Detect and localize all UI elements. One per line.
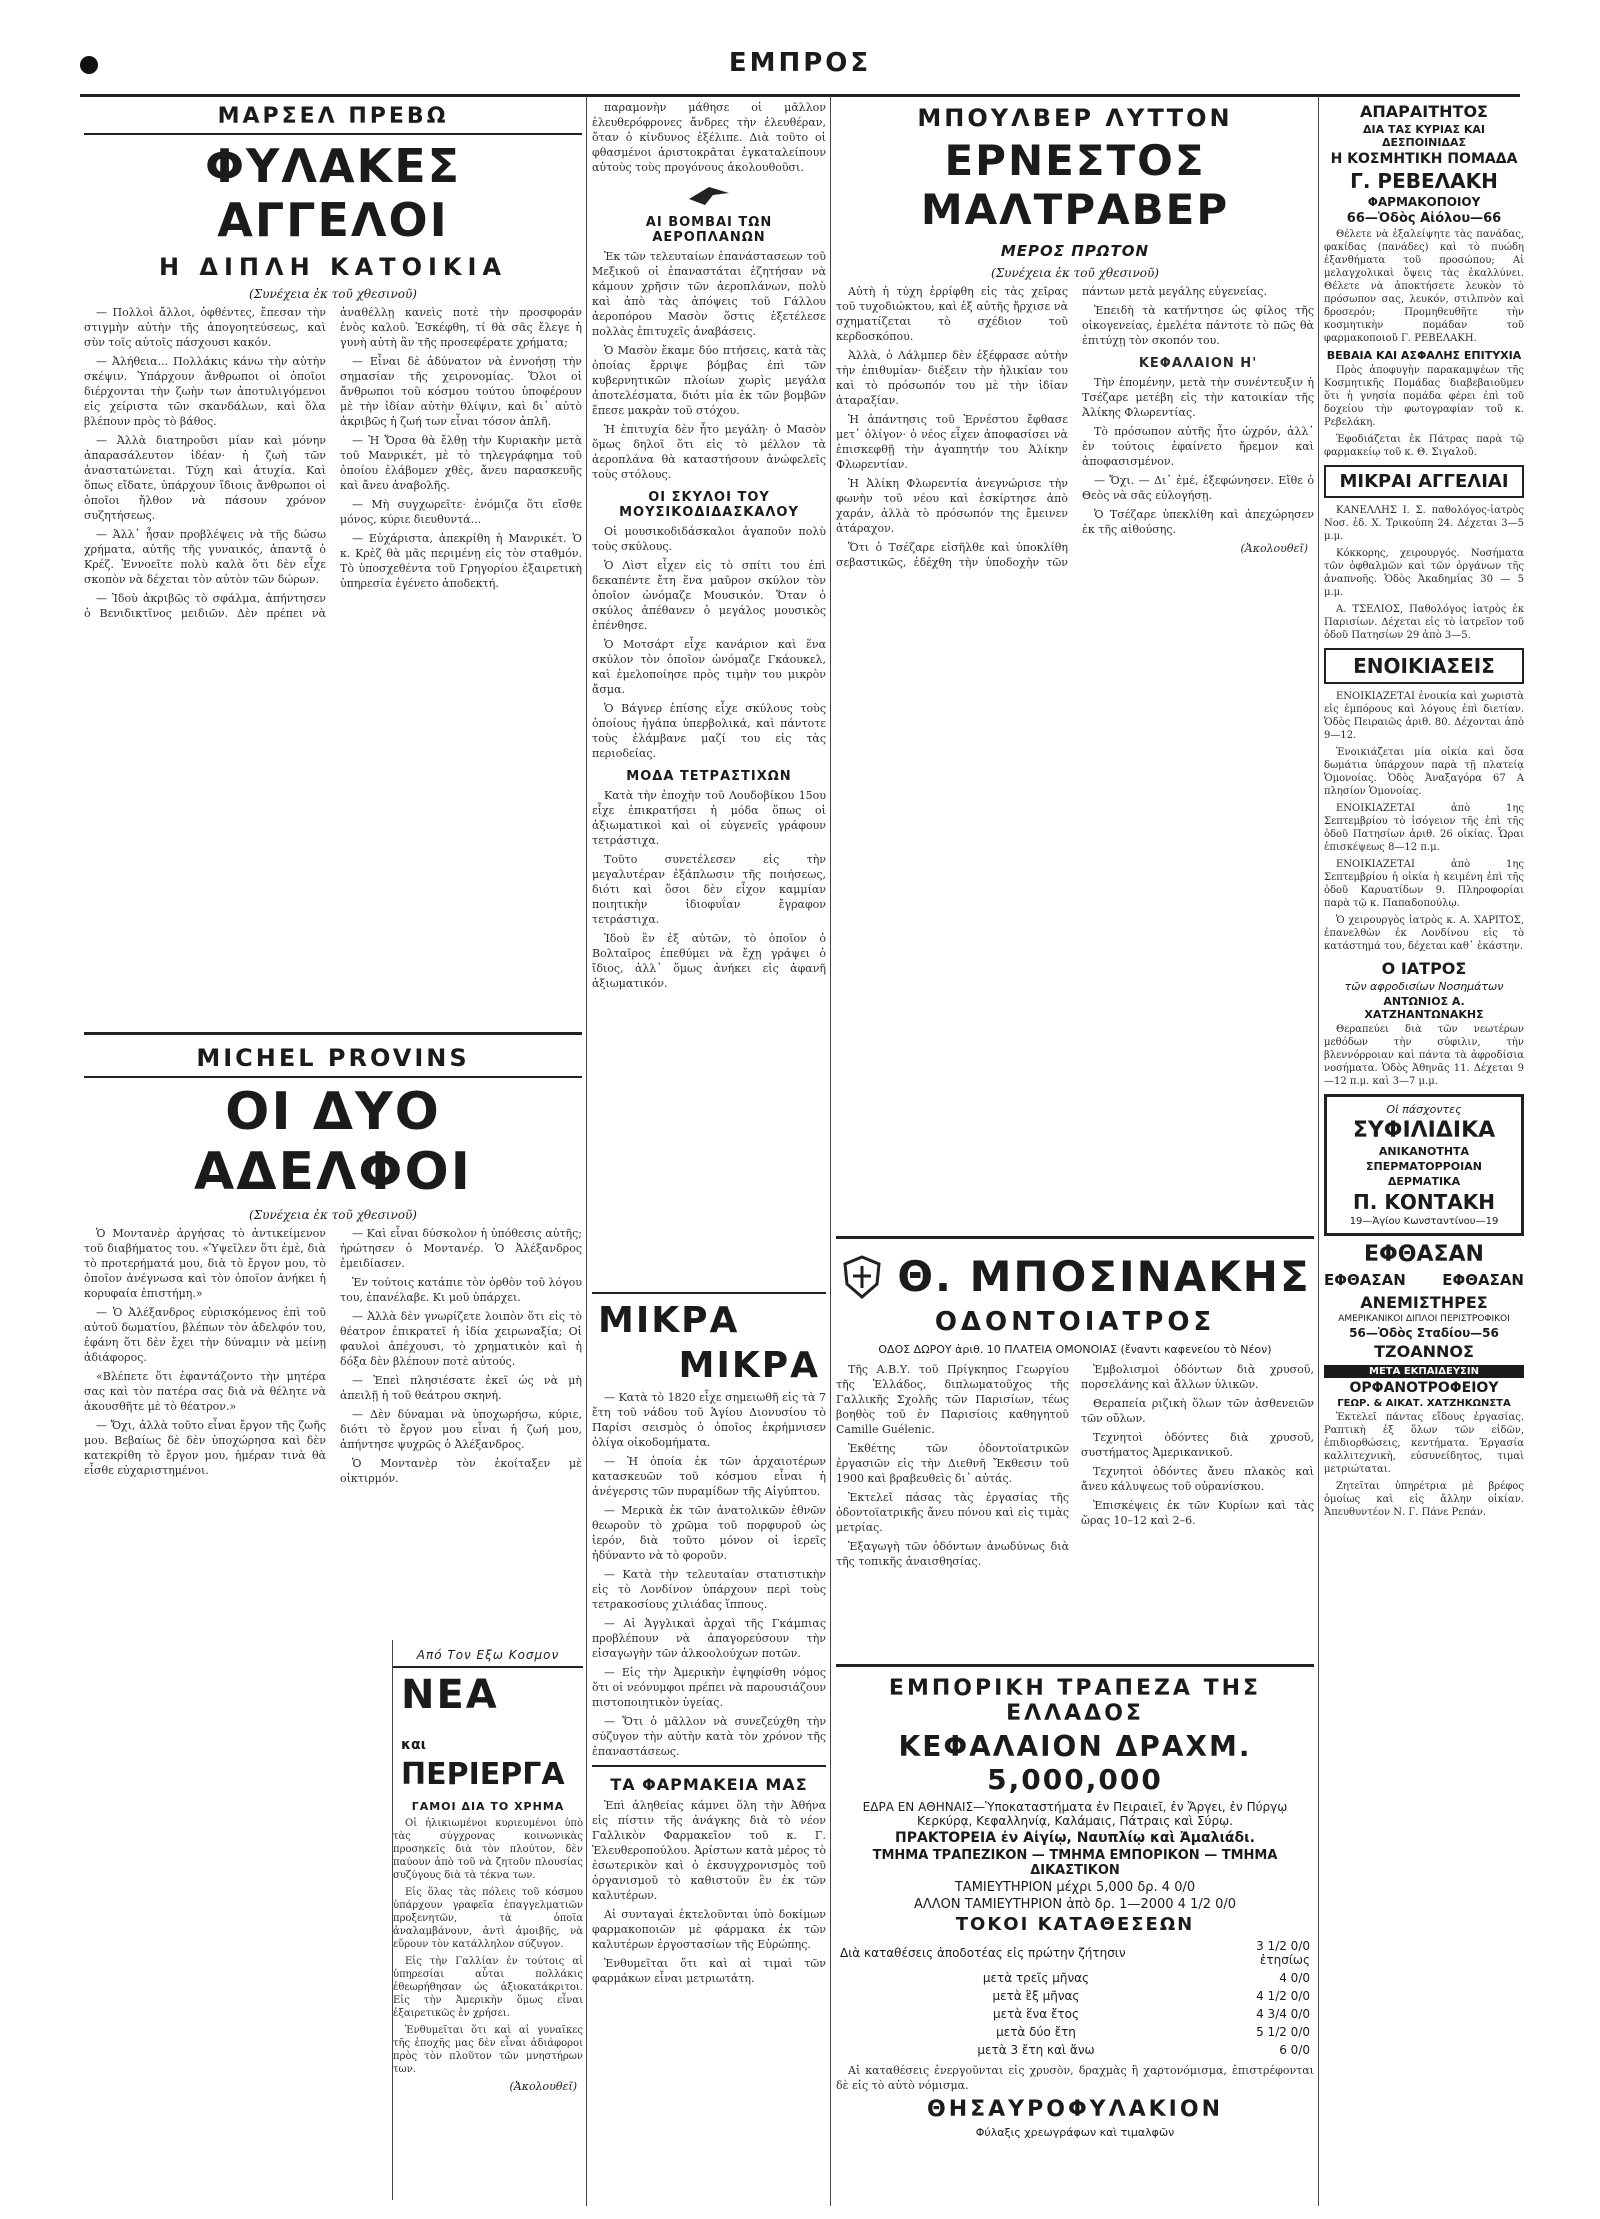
- bank-savings: ΤΑΜΙΕΥΤΗΡΙΟΝ μέχρι 5,000 δρ. 4 0/0: [954, 1880, 1196, 1895]
- paragraph: παραμονὴν μάθησε οἱ μᾶλλον ἐλευθερόφρονες ἄνδρες τὴν ἐλευθέραν, ὅταν ὁ κίνδυνος ἐξέλιπε. Διὰ τοῦτο οἱ φθασμένοι ἀριστοκρᾶται ἐγκαταλείπουν αὐτοὺς τοὺς προγόνους ἀκολουθοῦσι.: [592, 101, 826, 174]
- pomade-title-1: ΑΠΑΡΑΙΤΗΤΟΣ: [1360, 102, 1488, 121]
- doctor-name: ΑΝΤΩΝΙΟΣ Α. ΧΑΤΖΗΑΝΤΩΝΑΚΗΣ: [1364, 995, 1484, 1021]
- rent-header: [1324, 648, 1524, 684]
- list-item: ΕΝΟΙΚΙΑΖΕΤΑΙ ἀπὸ 1ης Σεπτεμβρίου ἡ οἰκία ἡ κειμένη ἐπὶ τῆς ὁδοῦ Καρυατίδων 9. Πληροφορίαι παρὰ τῷ κ. Παπαδοπούλῳ.: [1324, 859, 1524, 909]
- intro-text: [592, 100, 826, 175]
- orph-title: ΟΡΦΑΝΟΤΡΟΦΕΙΟΥ: [1349, 1380, 1499, 1396]
- rate-term: μετὰ ἕνα ἔτος: [992, 2007, 1080, 2021]
- dentist-columns: [836, 1362, 1314, 1573]
- paragraph: Τεχνητοὶ ὀδόντες ἄνευ πλακὸς καὶ ἄνευ κάλυψεως τοῦ οὐρανίσκου.: [1081, 1465, 1314, 1493]
- article-heading: ΑΙ ΒΟΜΒΑΙ ΤΩΝ ΑΕΡΟΠΛΑΝΩΝ: [645, 215, 773, 245]
- dentist-name: Θ. ΜΠΟΣΙΝΑΚΗΣ: [897, 1252, 1311, 1301]
- paragraph: — Ὄχι, ἀλλὰ τοῦτο εἶναι ἔργον τῆς ζωῆς μου. Βεβαίως δὲ δὲν ὑποχώρησα καὶ δὲν κατεκρίθη τὸ ἔργον μου, ἡμέραν τινὰ θὰ εἶσθε εὐχαριστημένοι.: [84, 1419, 326, 1477]
- paragraph: Ἐπειδὴ τὰ κατήντησε ὡς φίλος τῆς οἰκογενείας, ἐμελέτα πάντοτε τὸ πῶς θὰ ἐπιτύχῃ τὸν σκοπόν του.: [1082, 304, 1314, 347]
- paragraph: Ὁ Βάγνερ ἐπίσης εἶχε σκύλους τοὺς ὁποίους ἠγάπα ὑπερβολικά, καὶ πάντοτε τοὺς ἐλάμβανε μαζί του εἰς τὰς περιοδείας.: [592, 702, 826, 760]
- paragraph: Εἰς τὴν Γαλλίαν ἐν τούτοις αἱ ὑπηρεσίαι αὗται πολλάκις ἐθεωρήθησαν ὡς ἀξιοκατάκριτοι. Εἰς τὴν Ἀμερικὴν ὅμως εἶναι ἐξαιρετικῶς ἐν χρήσει.: [393, 1956, 583, 2019]
- section-rule: [592, 1292, 826, 1294]
- paragraph: Ὁ Μοντανὲρ ἀργήσας τὸ ἀντικείμενον τοῦ διαβήματος του. «Ὑψεῖλεν ὅτι ἐμὲ, διὰ τὸ προτερήματά μου, διὰ τὸ ἔργον μου, τὸ ὁποῖον ἀνέγνωσα καὶ τὸν ὁποῖον ἀνήκει ἡ κορυφαία ἐπιστήμη.»: [84, 1227, 326, 1300]
- list-item: ΕΝΟΙΚΙΑΖΕΤΑΙ ἐνοικία καὶ χωριστὰ εἰς ἐμπόρους καὶ λόγους ἐπὶ διετίαν. Ὁδὸς Πειραιῶς ἀριθ. 80. Δέχονται ἀπὸ 9—12.: [1324, 691, 1524, 741]
- article-body: [592, 788, 826, 991]
- news-curious-block: [392, 1640, 583, 2200]
- title-join: και: [401, 1737, 427, 1753]
- fans-name: ΤΖΟΑΝΝΟΣ: [1374, 1342, 1474, 1361]
- article-body: [592, 249, 826, 482]
- paragraph: Ζητεῖται ὑπηρέτρια μὲ βρέφος ὁμοίως καὶ εἰς ἄλλην οἰκίαν. Ἀπευθυντέον Ν. Γ. Πάνε Ρεπάν.: [1324, 1481, 1524, 1518]
- paragraph: Ἐφοδιάζεται ἐκ Πάτρας παρὰ τῷ φαρμακείῳ τοῦ κ. Θ. Σιγαλοῦ.: [1324, 434, 1524, 458]
- fans-arrived-row: [1324, 1269, 1524, 1291]
- table-row: [836, 2041, 1314, 2059]
- column-rule: [586, 96, 587, 2206]
- bank-capital: ΚΕΦΑΛΑΙΟΝ ΔΡΑΧΜ. 5,000,000: [898, 1730, 1252, 1796]
- bank-agencies: ΠΡΑΚΤΟΡΕΙΑ ἐν Αἰγίῳ, Ναυπλίῳ καὶ Ἀμαλιάδι.: [895, 1830, 1255, 1846]
- bank-safe: ΘΗΣΑΥΡΟΦΥΛΑΚΙΟΝ: [927, 2097, 1223, 2122]
- doctor-text: [1324, 1023, 1524, 1088]
- paragraph: — Κατὰ τὴν τελευταίαν στατιστικὴν εἰς τὸ Λονδίνον ὑπάρχουν περὶ τοὺς τετρακοσίους χιλιάδας ἵππους.: [592, 1568, 826, 1611]
- list-item: Ὁ χειρουργὸς ἰατρὸς κ. Α. ΧΑΡΙΤΟΣ, ἐπανελθὼν ἐκ Λονδίνου εἰς τὸ κατάστημά του, δέχεται καθ᾽ ἑκάστην.: [1324, 915, 1524, 952]
- section-rule: [84, 1032, 582, 1035]
- table-row: [836, 1969, 1314, 1987]
- rule: [592, 1765, 826, 1767]
- rate-term: μετὰ δύο ἔτη: [996, 2025, 1076, 2039]
- paragraph: — Πολλοὶ ἄλλοι, ὀφθέντες, ἔπεσαν τὴν στιγμὴν αὐτὴν τῆς ἀπογοητεύσεως, καὶ σὺν τοῖς αὐτοῖς πάσχουσι κακόν.: [84, 306, 326, 349]
- paragraph: Ἐνθυμεῖται ὅτι καὶ αἱ γυναῖκες τῆς ἐποχῆς μας δὲν εἶναι ἀδιάφοροι πρὸς τὸν πλοῦτον τῶν μνηστήρων των.: [393, 2025, 583, 2075]
- pomade-guarantee: ΒΕΒΑΙΑ ΚΑΙ ΑΣΦΑΛΗΣ ΕΠΙΤΥΧΙΑ: [1326, 349, 1522, 362]
- table-row: [836, 2023, 1314, 2041]
- paragraph: — Ἐπεὶ πλησιέσατε ἐκεῖ ὡς νὰ μὴ ἀπειλῇ ἡ τοῦ θεάτρου σκηνή.: [340, 1374, 582, 1402]
- paragraph: Ἐκτελεῖ πάντας εἴδους ἐργασίας. Ραπτικὴ ἐξ ὅλων τῶν εἰδῶν, ἐπιδιορθώσεις, κεντήματα. Ἐργασία καλλιτεχνικὴ, εὐσυνείδητος, τιμαὶ μετριώταται.: [1324, 1412, 1524, 1475]
- doctor-title: Ο ΙΑΤΡΟΣ: [1381, 959, 1467, 978]
- paragraph: Κατὰ τὴν ἐποχὴν τοῦ Λουδοβίκου 15ου εἶχε ἐπικρατήσει ἡ μόδα ὅπως οἱ ἀξιωματικοὶ καὶ οἱ εὐγενεῖς γράφουν τετράστιχα.: [592, 789, 826, 847]
- paragraph: — Κατὰ τὸ 1820 εἶχε σημειωθῆ εἰς τὰ 7 ἔτη τοῦ νάδου τοῦ Ἁγίου Διονυσίου τὸ Παρίσι σεισμὸς ὁ ὁποῖος ἐκρήμνισεν ὀλίγα οἰκοδομήματα.: [592, 1391, 826, 1449]
- rent-title: ΕΝΟΙΚΙΑΣΕΙΣ: [1353, 654, 1495, 678]
- list-item: Κόκκορης, χειρουργός. Νοσήματα τῶν ὀφθαλμῶν καὶ τῶν ὀργάνων τῆς ἀναπνοῆς. Ὁδὸς Ἀκαδημίας 30 — 5 μ.μ.: [1324, 548, 1524, 598]
- masthead-rule: [80, 94, 1520, 97]
- deposit-rates-table: [836, 1937, 1314, 2059]
- dentist-address: ΟΔΟΣ ΔΩΡΟΥ ἀριθ. 10 ΠΛΑΤΕΙΑ ΟΜΟΝΟΙΑΣ (ἔναντι καφενείου τὸ Νέον): [878, 1343, 1272, 1356]
- orph-pre: ΜΕΤΑ ΕΚΠΑΙΔΕΥΣΙΝ: [1324, 1365, 1524, 1378]
- coat-of-arms-icon: [839, 1254, 885, 1300]
- paragraph: Ἐκθέτης τῶν ὀδοντοϊατρικῶν ἐργασιῶν εἰς τὴν Διεθνῆ Ἔκθεσιν τοῦ 1900 καὶ βραβευθεὶς δι᾽ αὐτάς.: [836, 1442, 1069, 1485]
- paragraph: Ἐξαγωγὴ τῶν ὀδόντων ἀνωδύνως διὰ τῆς τοπικῆς ἀναισθησίας.: [836, 1540, 1069, 1568]
- small-ads-list: [1324, 504, 1524, 642]
- small-ads-title: ΜΙΚΡΑΙ ΑΓΓΕΛΙΑΙ: [1339, 471, 1509, 492]
- paragraph: Οἱ μουσικοδιδάσκαλοι ἀγαποῦν πολὺ τοὺς σκύλους.: [592, 525, 826, 553]
- paragraph: — Ἀλλ᾽ ἦσαν προβλέψεις νὰ τῆς δώσω χρήματα, αὐτῆς τῆς γυναικός, ἀπαντᾷ ὁ Κρέζ. Ἐννοεῖτε πολὺ καλὰ ὅτι δὲν εἶχε σκοπὸν νὰ δέχεται τὸν αὐτὸν τῶν δώρων.: [84, 528, 326, 586]
- rate-value: 4 3/4 0/0: [1256, 2007, 1310, 2021]
- airplane-illustration: [592, 179, 826, 207]
- serial-title: ΟΙ ΔΥΟ ΑΔΕΛΦΟΙ: [193, 1082, 472, 1202]
- paragraph: — Ὄχι. — Δι᾽ ἐμέ, ἐξεφώνησεν. Εἴθε ὁ Θεὸς νὰ σᾶς εὐλογήσῃ.: [1082, 474, 1314, 502]
- continued-note: (Συνέχεια ἐκ τοῦ χθεσινοῦ): [249, 287, 417, 301]
- bank-departments: ΤΜΗΜΑ ΤΡΑΠΕΖΙΚΟΝ — ΤΜΗΜΑ ΕΜΠΟΡΙΚΟΝ — ΤΜΗΜΑ ΔΙΚΑΣΤΙΚΟΝ: [872, 1848, 1278, 1878]
- newspaper-title: ΕΜΠΡΟΣ: [728, 48, 872, 78]
- paragraph: Θεραπεύει διὰ τῶν νεωτέρων μεθόδων τὴν σύφιλιν, τὴν βλεννόρροιαν καὶ πάντα τὰ ἀφροδίσια νοσήματα. Ὁδὸς Ἀθηνᾶς 11. Δέχεται 9—12 π.μ. καὶ 3—7 μ.μ.: [1324, 1024, 1524, 1087]
- byline: (Ἀκολουθεῖ): [509, 2080, 577, 2093]
- rate-value: 4 0/0: [1279, 1971, 1310, 1985]
- bank-seat: ΕΔΡΑ ΕΝ ΑΘΗΝΑΙΣ—Ὑποκαταστήματα ἐν Πειραιεῖ, ἐν Ἄργει, ἐν Πύργῳ Κερκύρᾳ, Κεφαλληνίᾳ, Καλάμαις, Πάτραις καὶ Σύρῳ.: [862, 1800, 1288, 1828]
- airplane-icon: [687, 179, 731, 207]
- serial-author: ΜΑΡΣΕΛ ΠΡΕΒΩ: [217, 104, 449, 129]
- pomade-pharmacist: Γ. ΡΕΒΕΛΑΚΗ: [1350, 169, 1498, 193]
- misc-title-2: ΜΙΚΡΑ: [678, 1345, 820, 1386]
- paragraph: Αἱ καταθέσεις ἐνεργοῦνται εἰς χρυσὸν, δραχμὰς ἢ χαρτονόμισμα, ἐπιστρέφονται δὲ εἰς τὸ αὐτὸ νόμισμα.: [836, 2064, 1314, 2092]
- table-row: [836, 1937, 1314, 1969]
- rate-term: μετὰ ἓξ μῆνας: [992, 1989, 1080, 2003]
- serial-subtitle: Η ΔΙΠΛΗ ΚΑΤΟΙΚΙΑ: [158, 253, 508, 281]
- paragraph: Ἐμβολισμοὶ ὀδόντων διὰ χρυσοῦ, πορσελάνης καὶ ἄλλων ὑλικῶν.: [1081, 1363, 1314, 1391]
- dentist-profession: ΟΔΟΝΤΟΙΑΤΡΟΣ: [934, 1307, 1216, 1337]
- masthead: [0, 48, 1600, 92]
- paragraph: Τεχνητοὶ ὀδόντες διὰ χρυσοῦ, συστήματος Ἀμερικανικοῦ.: [1081, 1431, 1314, 1459]
- ads-column: [1324, 100, 1524, 2200]
- rate-value: 3 1/2 0/0 ἐτησίως: [1256, 1939, 1310, 1967]
- syph-address: 19—Ἁγίου Κωνσταντίνου—19: [1349, 1216, 1499, 1227]
- article-heading: ΟΙ ΣΚΥΛΟΙ ΤΟΥ ΜΟΥΣΙΚΟΔΙΔΑΣΚΑΛΟΥ: [619, 490, 799, 520]
- news-title: ΝΕΑ: [401, 1672, 499, 1718]
- article-heading: ΜΟΔΑ ΤΕΤΡΑΣΤΙΧΩΝ: [626, 769, 792, 784]
- bank-savings-2: ΑΛΛΟΝ ΤΑΜΙΕΥΤΗΡΙΟΝ ἀπὸ δρ. 1—2000 4 1/2 0/0: [913, 1897, 1237, 1912]
- orph-text: [1324, 1411, 1524, 1519]
- paragraph: Αὐτὴ ἡ τύχη ἐρρίφθη εἰς τὰς χεῖρας τοῦ τυχοδιώκτου, καὶ ἐξ αὐτῆς ἤρχισε νὰ σχηματίζεται τὸ σχέδιον τοῦ κερδοσκόπου.: [836, 285, 1068, 343]
- serial-author: ΜΠΟΥΛΒΕΡ ΛΥΤΤΟΝ: [917, 104, 1233, 132]
- table-row: [836, 2005, 1314, 2023]
- continued-note: (Συνέχεια ἐκ τοῦ χθεσινοῦ): [249, 1208, 417, 1222]
- syphilis-ad: [1324, 1094, 1524, 1236]
- rule: [393, 1666, 583, 1668]
- fans-address: 56—Ὁδὸς Σταδίου—56: [1349, 1326, 1499, 1340]
- section-rule: [836, 1664, 1314, 1667]
- serial-ernest-maltravers: [836, 100, 1314, 1100]
- dentist-ad: [836, 1244, 1314, 1664]
- article-heading: ΓΑΜΟΙ ΔΙΑ ΤΟ ΧΡΗΜΑ: [411, 1800, 565, 1813]
- paragraph: — Ἡ Ὄρσα θὰ ἔλθῃ τὴν Κυριακὴν μετὰ τοῦ Μανρικέτ, μὲ τὸ τηλεγράφημα τοῦ ὁποίου ἐλάβομεν χθὲς, ἄνευ παρασκευῆς καὶ ἄνευ ἀναβολῆς.: [340, 434, 582, 492]
- paragraph: Ἐκτελεῖ πάσας τὰς ἐργασίας τῆς ὀδοντοϊατρικῆς ἄνευ πόνου καὶ εἰς τιμὰς μετρίας.: [836, 1491, 1069, 1534]
- paragraph: Ἐν τούτοις κατάπιε τὸν ὀρθὸν τοῦ λόγου του, ἐπανέλαβε. Κι μοῦ ὑπάρχει.: [340, 1276, 582, 1304]
- syph-line: ΑΝΙΚΑΝΟΤΗΤΑ: [1378, 1145, 1470, 1158]
- pomade-shop: ΦΑΡΜΑΚΟΠΟΙΟΥ: [1367, 195, 1481, 209]
- paragraph: — Ἰδοὺ ἀκριβῶς τὸ σφάλμα, ἀπήντησεν ὁ Βενιδικτῖνος μειδιῶν. Δὲν πρέπει νὰ ἀναθέλλῃ κανεὶς ποτὲ τὴν προσφοράν ἑνὸς καλοῦ. Ἐσκέφθη, τί θὰ σᾶς ἔλεγε ἡ γυνὴ αὐτὴ ἂν τῆς προσεφέρατε χρήματα;: [84, 306, 582, 620]
- article-heading: ΤΑ ΦΑΡΜΑΚΕΙΑ ΜΑΣ: [610, 1775, 808, 1794]
- paragraph: Ἀλλὰ, ὁ Λάλμπερ δὲν ἐξέφρασε αὐτὴν τὴν ἐπιθυμίαν· διέξειν τὴν ἡλικίαν του καὶ τὸ πρόσωπόν του μὲ τὴν ἰδίαν ἀταραξίαν.: [836, 349, 1068, 407]
- paragraph: — Καὶ εἶναι δύσκολον ἡ ὑπόθεσις αὐτῆς; ἠρώτησεν ὁ Μοντανέρ. Ὁ Ἀλέξανδρος ἐμειδίασεν.: [340, 1227, 582, 1270]
- paragraph: Ὁ Λὶστ εἶχεν εἰς τὸ σπίτι του ἐπὶ δεκαπέντε ἔτη ἕνα μαῦρον σκύλον τὸν ὁποῖον ὠνόμαζε Μουσικόν. Ὅταν ὁ σκύλος ἀπέθανεν ὁ μεγάλος μουσικὸς ἐπένθησε.: [592, 559, 826, 632]
- paragraph: — Δὲν δύναμαι νὰ ὑποχωρήσω, κύριε, διότι τὸ ἔργον μου εἶναι ἡ ζωή μου, ἀπήντησε ψυχρῶς ὁ Ἀλέξανδρος.: [340, 1408, 582, 1451]
- column-rule: [830, 96, 831, 2206]
- small-ads-header: [1324, 465, 1524, 498]
- serial-guardian-angels: [84, 100, 582, 1100]
- paragraph: Ἰδοὺ ἓν ἐξ αὐτῶν, τὸ ὁποῖον ὁ Βολταῖρος ἐπεθύμει νὰ ἔχῃ γράψει ὁ ἴδιος, ἀλλ᾽ ὅμως ἀνήκει εἰς ἀφανῆ ἀξιωματικόν.: [592, 932, 826, 990]
- paragraph: Ἐκ τῶν τελευταίων ἐπανάστασεων τοῦ Μεξικοῦ οἱ ἐπαναστάται ἐζητήσαν νὰ κάμουν χρῆσιν τῶν ἀεροπλάνων, πολὺ καὶ ἀπὸ τὰς ἀπόψεις τοῦ Γάλλου ἀεροπόρου Μασὸν ὅστις ἐξετέλεσε πολλὰς ἐπιτυχεῖς ἀναβάσεις.: [592, 250, 826, 338]
- paragraph: Ἐπὶ ἀληθείας κάμνει ὅλη τὴν Ἀθήνα εἰς πίστιν τῆς ἀνάγκης διὰ τὸ νέον Γαλλικὸν Φαρμακεῖον τοῦ κ. Γ. Ἐλευθεροπούλου. Ἀρίστων κατὰ μέρος τὸ ἐσωτερικὸν καὶ ὁ ἐκσυγχρονισμὸς τοῦ ὀργανισμοῦ τὸ καθιστοῦν ἓν ἐκ τῶν καλυτέρων.: [592, 1799, 826, 1902]
- pomade-warning: [1324, 364, 1524, 459]
- paragraph: Ὁ Μοντανὲρ τὸν ἐκοίταξεν μὲ οἰκτιρμόν.: [340, 1457, 582, 1485]
- byline: (Ἀκολουθεῖ): [1240, 542, 1308, 555]
- serial-title: ΕΡΝΕΣΤΟΣ ΜΑΛΤΡΑΒΕΡ: [920, 136, 1230, 234]
- serial-body: [84, 1226, 582, 1486]
- rate-term: μετὰ τρεῖς μῆνας: [982, 1971, 1090, 1985]
- paragraph: — Ἀλήθεια... Πολλάκις κάνω τὴν αὐτὴν σκέψιν. Ὑπάρχουν ἄνθρωποι οἱ ὁποῖοι διέρχονται τὴν ζωὴν των ἀποτυλιγόμενοι εἰς χείριστα τῶν σκανδάλων, καὶ ὅλα βλέπουν πρὸς τὸ βάθος.: [84, 355, 326, 428]
- fans-arrived-left: ΕΦΘΑΣΑΝ: [1324, 1271, 1406, 1289]
- paragraph: — Ἀλλὰ δὲν γνωρίζετε λοιπὸν ὅτι εἰς τὸ θέατρον ἐπικρατεῖ ἡ ἰδία χειρωναξία; Οἱ φαυλοὶ ἀπέχουσι, τὸ χρηματικὸν καὶ ἡ δόξα δὲν βλέπουν ποτὲ αὐτούς.: [340, 1310, 582, 1368]
- list-item: ΚΑΝΕΛΛΗΣ Ι. Σ. παθολόγος-ἰατρὸς Νοσ. ἐδ. Χ. Τρικούπη 24. Δέχεται 3—5 μ.μ.: [1324, 505, 1524, 542]
- rate-term: Διὰ καταθέσεις ἀποδοτέας εἰς πρώτην ζήτησιν: [840, 1946, 1126, 1960]
- curious-word: ΠΕΡΙΕΡΓΑ: [401, 1757, 565, 1792]
- rule: [84, 1076, 582, 1078]
- list-item: Α. ΤΣΕΛΙΟΣ, Παθολόγος ἰατρὸς ἐκ Παρισίων. Δέχεται εἰς τὸ ἰατρεῖον τοῦ ὁδοῦ Πατησίων 29 ἀπὸ 3—5.: [1324, 604, 1524, 641]
- article-body: [592, 524, 826, 761]
- paragraph: Ἐπισκέψεις ἐκ τῶν Κυρίων καὶ τὰς ὥρας 10–12 καὶ 2–6.: [1081, 1499, 1314, 1527]
- pomade-title-3: Η ΚΟΣΜΗΤΙΚΗ ΠΟΜΑΔΑ: [1330, 151, 1518, 167]
- paragraph: Πρὸς ἀποφυγὴν παρακαμψέων τῆς Κοσμητικῆς Πομάδας διαβεβαιοῦμεν ὅτι ἡ γνησία πομάδα φέρει ἐπὶ τοῦ δοχείου τὴν φωτογραφίαν τοῦ κ. Ρεβελάκη.: [1324, 365, 1524, 428]
- rate-value: 5 1/2 0/0: [1256, 2025, 1310, 2039]
- rate-term: μετὰ 3 ἔτη καὶ ἄνω: [977, 2043, 1095, 2057]
- bank-ad: [836, 1672, 1314, 2202]
- paragraph: Ὁ Μασὸν ἔκαμε δύο πτήσεις, κατὰ τὰς ὁποίας ἔρριψε βόμβας ἐπὶ τῶν κυβερνητικῶν πλοίων χωρὶς μεγάλα ἀποτελέσματα, διότι μία ἐκ τῶν βομβῶν ἔπεσε μακρὰν τοῦ στόχου.: [592, 344, 826, 417]
- misc-title-1: ΜΙΚΡΑ: [598, 1300, 740, 1341]
- serial-title: ΦΥΛΑΚΕΣ ΑΓΓΕΛΟΙ: [204, 139, 462, 247]
- syph-pre: Οἱ πάσχοντες: [1386, 1103, 1462, 1116]
- miscellany-column: [592, 1296, 826, 2200]
- paragraph: Ἡ Ἀλίκη Φλωρεντία ἀνεγνώρισε τὴν φωνὴν τοῦ νέου καὶ ἐσκίρτησε ἀπὸ χαράν, ἀλλὰ τὸ πρόσωπόν της ἔμεινεν ἀτάραχον.: [836, 477, 1068, 535]
- list-item: Ἐνοικιάζεται μία οἰκία καὶ ὅσα δωμάτια ὑπάρχουν παρὰ τῇ πλατείᾳ Ὁμονοίας. Ὁδὸς Ἀναξαγόρα 67 Α πλησίον Ὁμονοίας.: [1324, 747, 1524, 797]
- misc-body: [592, 1390, 826, 1759]
- paragraph: Εἰς ὅλας τὰς πόλεις τοῦ κόσμου ὑπάρχουν γραφεῖα ἐπαγγελματιῶν προξενητῶν, τὰ ὁποῖα ἀναλαμβάνουν, ἀντὶ ἀμοιβῆς, νὰ εὕρουν τὸν κατάλληλον σύζυγον.: [393, 1887, 583, 1950]
- bank-safe-sub: Φύλαξις χρεωγράφων καὶ τιμαλφῶν: [975, 2126, 1175, 2139]
- table-row: [836, 1987, 1314, 2005]
- section-rule: [836, 1236, 1314, 1239]
- paragraph: Ἐνθυμεῖται ὅτι καὶ αἱ τιμαὶ τῶν φαρμάκων εἶναι μετριωτάτη.: [592, 1957, 826, 1985]
- paragraph: — Ὅτι ὁ μᾶλλον νὰ συνεζεύχθη τὴν σύζυγον τὴν αὐτὴν κατὰ τὸν χρόνον τῆς ἐπαναστάσεως.: [592, 1715, 826, 1758]
- paragraph: — Εἶναι δὲ ἀδύνατον νὰ ἐννοήσῃ τὴν σημασίαν τῆς χειρονομίας. Ὅλοι οἱ ἄνθρωποι τοῦ κόσμου τούτου ὑποφέρουν μὲ τὴν ἰδίαν αὐτὴν θλίψιν, καὶ δι᾽ αὐτὸ ἀκριβῶς ἡ ζωή των εἶναι τόσον ἀπλῆ.: [340, 355, 582, 428]
- paragraph: Τὴν ἑπομένην, μετὰ τὴν συνέντευξιν ἡ Τσέζαρε μετέβη εἰς τὴν κατοικίαν τῆς Ἀλίκης Φλωρεντίας.: [1082, 376, 1314, 419]
- paragraph: — Μερικὰ ἐκ τῶν ἀνατολικῶν ἐθνῶν θεωροῦν τὸ χρῶμα τοῦ πορφυροῦ ὡς ἱερόν, διὰ τοῦτο μόνον οἱ ἱερεῖς ἠδύναντο νὰ τὸ φοροῦν.: [592, 1504, 826, 1562]
- bullet-icon: [80, 56, 98, 74]
- rent-list: [1324, 690, 1524, 953]
- pomade-text: [1324, 228, 1524, 345]
- paragraph: Τὸ πρόσωπον αὐτῆς ἦτο ὠχρόν, ἀλλ᾽ ἐν τούτοις ἐφαίνετο ἤρεμον καὶ ἀποφασισμένον.: [1082, 425, 1314, 468]
- continued-note: (Συνέχεια ἐκ τοῦ χθεσινοῦ): [991, 266, 1159, 280]
- doctor-sub: τῶν αφροδισίων Νοσημάτων: [1344, 980, 1504, 993]
- paragraph: Ὁ Μοτσάρτ εἶχε κανάριον καὶ ἕνα σκύλον τὸν ὁποῖον ὠνόμαζε Γκάουκελ, καὶ ἐμελοποίησε πρὸς τιμὴν του μικρὸν ἄσμα.: [592, 638, 826, 696]
- paragraph: Οἱ ἠλικιωμένοι κυριευμένοι ὑπὸ τὰς σύγχρονας κοινωνικὰς προσηκεῖς διὰ τὸν πλούτον, δὲν παύουν ἀπὸ τοῦ νὰ ζητοῦν πλουσίας συζύγους διὰ τὰ τέκνα των.: [393, 1818, 583, 1881]
- paragraph: Θέλετε νὰ ἐξαλείψητε τὰς πανάδας, φακίδας (πανάδες) καὶ τὸ πυώδη ἐξανθήματα τοῦ προσώπου; Αἱ μελαγχολικαὶ ὄψεις τὰς ἐκαλλύνει. Θέλετε νὰ ἀποκτήσετε λευκὸν τὸ πρόσωπον σας, λευκόν, στιλπνὸν καὶ δροσερόν; Προμηθευθῆτε τὴν κοσμητικὴν πομάδαν τοῦ φαρμακοποιοῦ Γ. ΡΕΒΕΛΑΚΗ.: [1324, 229, 1524, 344]
- syph-line: ΔΕΡΜΑΤΙΚΑ: [1387, 1175, 1461, 1188]
- bank-note: [836, 2063, 1314, 2093]
- paragraph: — Ἡ ὁποία ἐκ τῶν ἀρχαιοτέρων κατασκευῶν τοῦ κόσμου εἶναι ἡ ἀνέγερσις τῶν πυραμίδων τῆς Αἰγύπτου.: [592, 1455, 826, 1498]
- paragraph: — Ἀλλὰ διατηροῦσι μίαν καὶ μόνην ἀπαρασάλευτον ἰδέαν· ἡ ζωὴ τῶν ἀναστατώνεται. Τύχη καὶ ἀτυχία. Καὶ ὅπως εἴδατε, ὑπάρχουν ἴδιοις ἄνθρωποι οἱ ὁποῖοι ἤλθον νὰ πάσουν χρόνον συζητήσεως.: [84, 434, 326, 522]
- paragraph: — Ὁ Ἀλέξανδρος εὑρισκόμενος ἐπὶ τοῦ αὐτοῦ δωματίου, βλέπων τὸν ἀδελφόν του, ἐφάνη ὅτι δὲν ἔχει τὴν δύναμιν νὰ μείνῃ ἀδιάφορος.: [84, 1306, 326, 1364]
- syph-name: Π. ΚΟΝΤΑΚΗ: [1353, 1190, 1495, 1214]
- article-body: [393, 1817, 583, 2076]
- paragraph: — Αἱ Ἀγγλικαὶ ἀρχαὶ τῆς Γκάμπιας προβλέπουν νὰ ἀπαγορεύσουν τὴν εἰσαγωγὴν τῶν ἀλκοολούχων ποτῶν.: [592, 1617, 826, 1660]
- syph-line: ΣΠΕΡΜΑΤΟΡΡΟΙΑΝ: [1366, 1160, 1482, 1173]
- syph-title: ΣΥΦΙΛΙΔΙΚΑ: [1352, 1118, 1496, 1143]
- paragraph: Ἡ ἀπάντησις τοῦ Ἐρνέστου ἔφθασε μετ᾽ ὀλίγον· ὁ νέος εἶχεν ἀποφασίσει νὰ ἐπισκεφθῇ τὴν ἀγαπητήν του Ἀλίκην Φλωρεντίαν.: [836, 413, 1068, 471]
- serial-body: [84, 305, 582, 621]
- column-rule: [1318, 96, 1319, 2206]
- bank-deposits-heading: ΤΟΚΟΙ ΚΑΤΑΘΕΣΕΩΝ: [955, 1914, 1195, 1935]
- paragraph: Ὁ Τσέζαρε ὑπεκλίθη καὶ ἀπεχώρησεν ἐκ τῆς αἰθούσης.: [1082, 508, 1314, 536]
- fans-arrived-right: ΕΦΘΑΣΑΝ: [1442, 1271, 1524, 1289]
- rate-value: 4 1/2 0/0: [1256, 1989, 1310, 2003]
- section-kicker: Από Τον Εξω Κοσμον: [416, 1648, 560, 1662]
- rule: [84, 133, 582, 135]
- serial-body: [836, 284, 1314, 570]
- paragraph: Ὅτι ὁ Τσέζαρε εἰσῆλθε καὶ ὑποκλίθη σεβαστικῶς, ἐδέχθη τὴν ὑποδοχὴν τῶν πάντων μετὰ μεγάλης εὐγενείας.: [836, 285, 1267, 569]
- pomade-address: 66—Ὁδὸς Αἰόλου—66: [1346, 211, 1502, 226]
- fans-arrived: ΕΦΘΑΣΑΝ: [1364, 1242, 1484, 1267]
- dentist-header: [836, 1252, 1314, 1301]
- paragraph: Ἡ ἐπιτυχία δὲν ἦτο μεγάλη· ὁ Μασὸν ὅμως δηλοῖ ὅτι εἰς τὸ μέλλον τὰ ἀεροπλάνα θὰ καταστήσουν ἀνώφελεῖς τοὺς στόλους.: [592, 423, 826, 481]
- paragraph: — Εἰς τὴν Ἀμερικὴν ἐψηφίσθη νόμος ὅτι οἱ νεόνυμφοι πρέπει νὰ παρουσιάζουν πιστοποιητικὸν ὑγείας.: [592, 1666, 826, 1709]
- fans-title: ΑΝΕΜΙΣΤΗΡΕΣ: [1360, 1293, 1488, 1312]
- bank-title: ΕΜΠΟΡΙΚΗ ΤΡΑΠΕΖΑ ΤΗΣ ΕΛΛΑΔΟΣ: [888, 1676, 1262, 1726]
- serial-part: ΜΕΡΟΣ ΠΡΩΤΟΝ: [1000, 242, 1150, 260]
- dentist-left: [836, 1362, 1069, 1573]
- paragraph: — Εὐχάριστα, ἀπεκρίθη ἡ Μανρικέτ. Ὁ κ. Κρὲζ θὰ μᾶς περιμένῃ εἰς τὸν σταθμόν. Τὸ ὑποσχεθέντα τοῦ Γρηγορίου ἐξαιρετικὴ ὑπηρεσία ἐγένετο ἀποδεκτή.: [340, 532, 582, 590]
- paragraph: «Βλέπετε ὅτι ἐφαντάζοντο τὴν μητέρα σας καὶ τὸν πατέρα σας διὰ νὰ θέλητε νὰ ἀκουσθῆτε μὲ τὸ θέατρον.»: [84, 1370, 326, 1413]
- news-column: [592, 100, 826, 1300]
- paragraph: — Μὴ συγχωρεῖτε· ἐνόμιζα ὅτι εἴσθε μόνος, κύριε διευθυντά...: [340, 498, 582, 526]
- article-body: [592, 1798, 826, 1986]
- serial-author: MICHEL PROVINS: [196, 1044, 470, 1072]
- dentist-right: [1081, 1362, 1314, 1573]
- chapter-heading: ΚΕΦΑΛΑΙΟΝ Η': [1138, 356, 1258, 371]
- curious-title: [401, 1722, 583, 1792]
- fans-sub: ΑΜΕΡΙΚΑΝΙΚΟΙ ΔΙΠΛΟΙ ΠΕΡΙΣΤΡΟΦΙΚΟΙ: [1338, 1314, 1510, 1324]
- paragraph: Θεραπεία ριζικὴ ὅλων τῶν ἀσθενειῶν τῶν οὔλων.: [1081, 1397, 1314, 1425]
- orph-name: ΓΕΩΡ. & ΑΙΚΑΤ. ΧΑΤΖΗΚΩΝΣΤΑ: [1337, 1398, 1511, 1409]
- paragraph: Τῆς Α.Β.Υ. τοῦ Πρίγκηπος Γεωργίου τῆς Ἑλλάδος, διπλωματοῦχος τῆς Γαλλικῆς Σχολῆς τῶν Παρισίων, τέως βοηθὸς τοῦ ἐν Παρισίοις καθηγητοῦ Camille Guélenic.: [836, 1363, 1069, 1436]
- list-item: ΕΝΟΙΚΙΑΖΕΤΑΙ ἀπὸ 1ης Σεπτεμβρίου τὸ ἰσόγειον τῆς ἐπὶ τῆς ὁδοῦ Πατησίων ἀριθ. 26 οἰκίας. Ὧραι ἐπισκέψεως 8—12 π.μ.: [1324, 803, 1524, 853]
- pomade-title-2: ΔΙΑ ΤΑΣ ΚΥΡΙΑΣ ΚΑΙ ΔΕΣΠΟΙΝΙΔΑΣ: [1363, 123, 1485, 149]
- paragraph: Τοῦτο συνετέλεσεν εἰς τὴν μεγαλυτέραν ἐξάπλωσιν τῆς ποιήσεως, διότι καὶ ὅσοι δὲν εἶχον καμμίαν ποιητικὴν ἰδιοφυΐαν ἔγραφον τετράστιχα.: [592, 853, 826, 926]
- paragraph: Αἱ συνταγαὶ ἐκτελοῦνται ὑπὸ δοκίμων φαρμακοποιῶν μὲ φάρμακα ἐκ τῶν καλυτέρων ἐργοστασίων τῆς Εὐρώπης.: [592, 1908, 826, 1951]
- rate-value: 6 0/0: [1279, 2043, 1310, 2057]
